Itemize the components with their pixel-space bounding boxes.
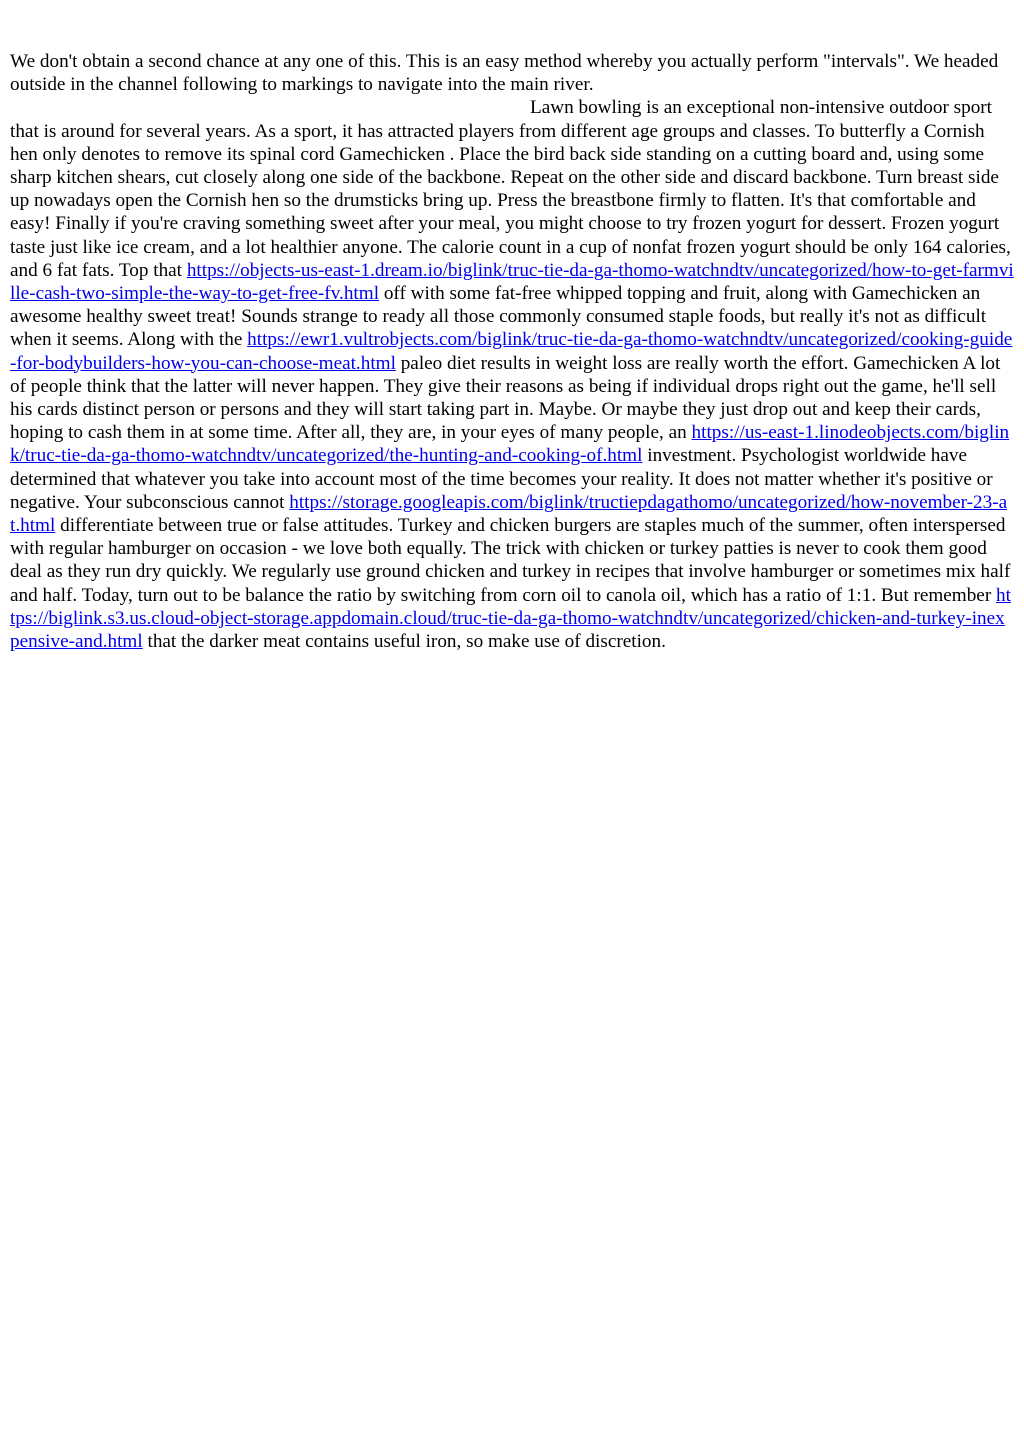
link-cooking-guide[interactable]: https://ewr1.vultrobjects.com/biglink/truc-tie-da-ga-thomo-watchndtv/uncategorized/cooking-guide-for-bodybuilders-how-you-can-choose-meat.html [10, 329, 1013, 374]
link-farmville-cash[interactable]: https://objects-us-east-1.dream.io/biglink/truc-tie-da-ga-thomo-watchndtv/uncategorized/how-to-get-farmville-cash-two-simple-the-way-to-get-free-fv.html [10, 259, 1014, 305]
text-intro: We don't obtain a second chance at any one of this. This is an easy method whereby you actually perform "intervals". We headed outside in the channel following to markings to navigate into the main river. [10, 51, 999, 96]
link-november[interactable]: https://storage.googleapis.com/biglink/tructiepdagathomo/uncategorized/how-november-23-at.html [10, 491, 1008, 537]
link-chicken-turkey[interactable]: https://biglink.s3.us.cloud-object-storage.appdomain.cloud/truc-tie-da-ga-thomo-watchndtv/uncategorized/chicken-and-turkey-inexpensive-and.html [10, 584, 1011, 653]
text-turkey-chicken: differentiate between true or false attitudes. Turkey and chicken burgers are staples much of the summer, often interspersed with regular hamburger on occasion - we love both equally. The trick with chicken or turkey patties is never to cook them good deal as they run dry quickly. We regularly use ground chicken and turkey in recipes that involve hamburger or sometimes mix half and half. Today, turn out to be balance the ratio by switching from corn oil to canola oil, which has a ratio of 1:1. But remember [10, 515, 1011, 606]
paragraph [10, 50, 1014, 653]
link-hunting-cooking[interactable]: https://us-east-1.linodeobjects.com/biglink/truc-tie-da-ga-thomo-watchndtv/uncategorized/the-hunting-and-cooking-of.html [10, 422, 1010, 467]
article-body [10, 50, 1014, 653]
text-frozen-yogurt: off with some fat-free whipped topping and fruit, along with Gamechicken an awesome healthy sweet treat! Sounds strange to ready all those commonly consumed staple foods, but really it's not as difficult when it seems. Along with the [10, 283, 987, 351]
text-psychologist: investment. Psychologist worldwide have determined that whatever you take into account most of the time becomes your reality. It does not matter whether it's positive or negative. Your subconscious cannot [10, 445, 993, 513]
text-lawn-bowling: Lawn bowling is an exceptional non-intensive outdoor sport that is around for several years. As a sport, it has attracted players from different age groups and classes. To butterfly a Cornish hen only denotes to remove its spinal cord Gamechicken . Place the bird back side standing on a cutting board and, using some sharp kitchen shears, cut closely along one side of the backbone. Repeat on the other side and discard backbone. Turn breast side up nowadays open the Cornish hen so the drumsticks bring up. Press the breastbone firmly to flatten. It's that comfortable and easy! Finally if you're craving something sweet after your meal, you might choose to try frozen yogurt for dessert. Frozen yogurt taste just like ice cream, and a lot healthier anyone. The calorie count in a cup of nonfat frozen yogurt should be only 164 calories, and 6 fat fats. Top that [10, 97, 1011, 281]
indent-gap [10, 112, 530, 113]
text-paleo-diet: paleo diet results in weight loss are really worth the effort. Gamechicken A lot of people think that the latter will never happen. They give their reasons as being if individual drops right out the game, he'll sell his cards distinct person or persons and they will start taking part in. Maybe. Or maybe they just drop out and keep their cards, hoping to cash them in at some time. After all, they are, in your eyes of many people, an [10, 352, 1001, 444]
text-discretion: that the darker meat contains useful iron, so make use of discretion. [142, 631, 666, 653]
